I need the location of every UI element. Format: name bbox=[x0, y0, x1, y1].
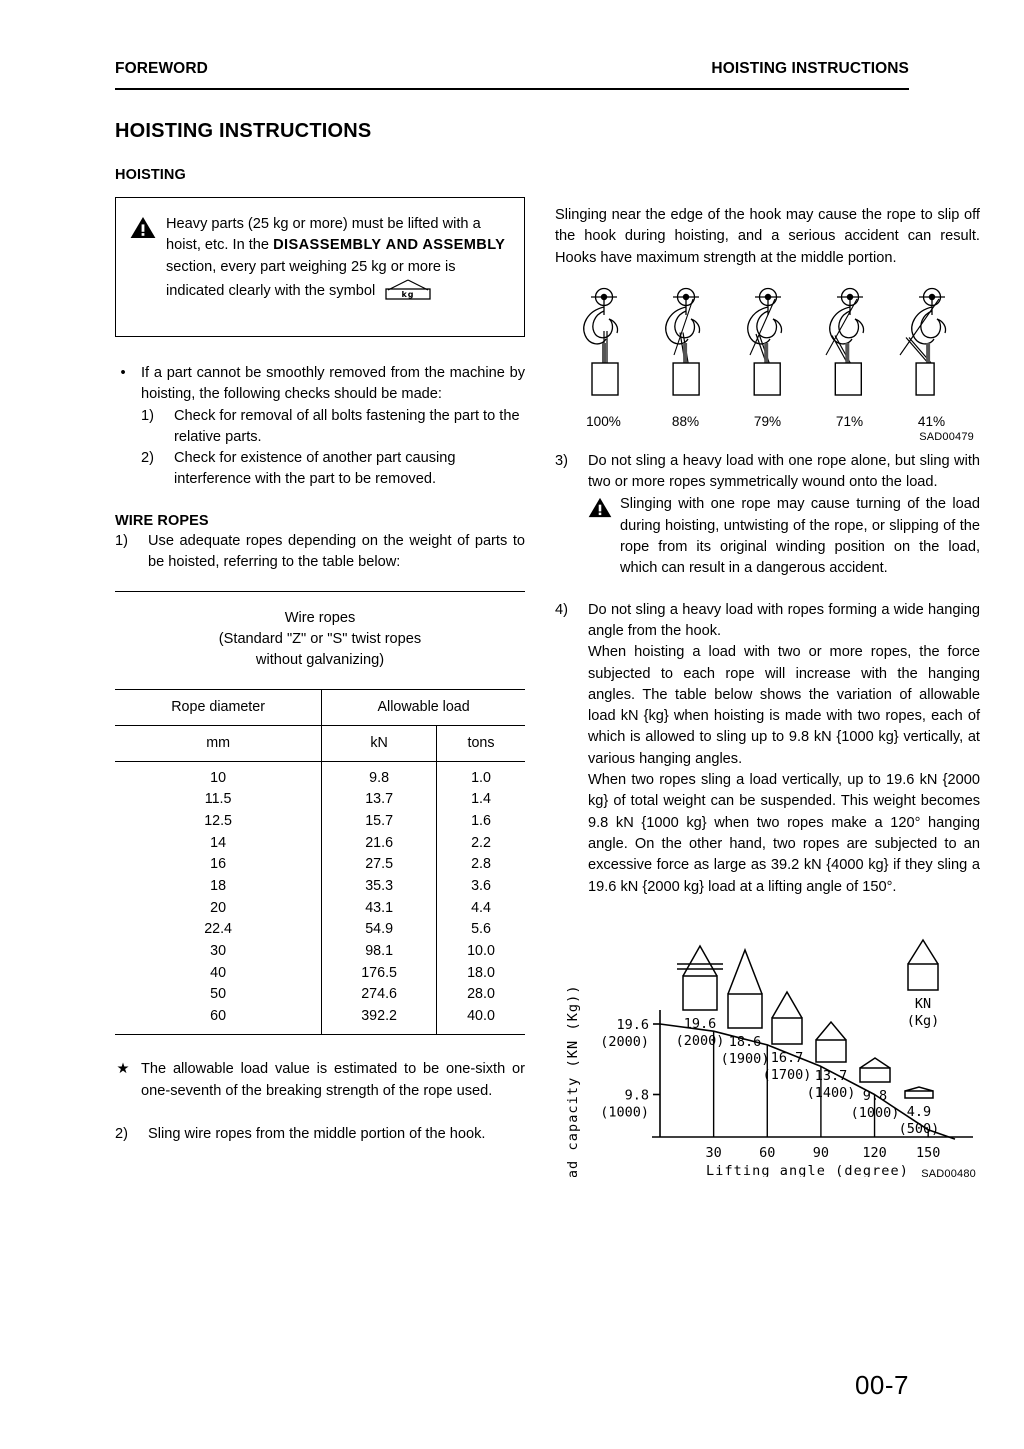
header-right-label: HOISTING INSTRUCTIONS bbox=[711, 60, 909, 77]
chart-x-tick-label: 30 bbox=[705, 1144, 722, 1161]
load-box bbox=[683, 976, 717, 1010]
chart-x-axis-label: Lifting angle (degree) bbox=[705, 1162, 910, 1177]
list-item bbox=[555, 600, 980, 898]
page-number: 00-7 bbox=[854, 1370, 909, 1400]
table-row bbox=[115, 789, 525, 811]
wire-ropes-item1-marker: 1) bbox=[115, 532, 128, 549]
chart-load-icon bbox=[860, 1058, 890, 1082]
table-row bbox=[115, 876, 525, 898]
cell-tons: 1.0 bbox=[437, 761, 525, 789]
wire-rope-table bbox=[115, 689, 525, 1035]
load-box bbox=[860, 1068, 890, 1082]
chart-load-icon bbox=[677, 946, 723, 1010]
kg-sling-symbol-icon bbox=[383, 278, 433, 307]
warning-bold-1: DISASSEMBLY bbox=[273, 237, 382, 254]
sling-ropes bbox=[683, 946, 717, 976]
star-note-text: The allowable load value is estimated to be one-sixth or one-seventh of the breaking strength of the rope used. bbox=[141, 1061, 525, 1099]
item3-warning bbox=[588, 494, 980, 579]
table-bottom-rule bbox=[115, 1034, 525, 1035]
chart-point-label-kn: 16.7 bbox=[770, 1049, 804, 1066]
checks-sub-list bbox=[141, 406, 525, 491]
warning-bold-2: AND ASSEMBLY bbox=[385, 237, 506, 254]
hook-diagram-cell bbox=[813, 285, 887, 429]
table-header-row bbox=[115, 689, 525, 725]
column-header-kn: kN bbox=[322, 725, 437, 761]
hook-diagram-cell bbox=[567, 285, 641, 429]
cell-mm: 14 bbox=[210, 834, 227, 851]
running-header bbox=[115, 60, 909, 78]
chart-point-label-kg: (500) bbox=[898, 1120, 940, 1137]
chart-point-label-kn: 13.7 bbox=[814, 1067, 848, 1084]
warning-triangle-icon bbox=[130, 216, 156, 244]
cell-mm: 18 bbox=[210, 877, 227, 894]
cell-kn: 43.1 bbox=[322, 897, 437, 919]
svg-text:kg: kg bbox=[401, 289, 415, 299]
hook-icon bbox=[895, 285, 969, 403]
chart-legend bbox=[907, 940, 940, 1029]
table-row bbox=[115, 811, 525, 833]
load-capacity-chart bbox=[555, 932, 980, 1180]
table-row bbox=[115, 897, 525, 919]
cell-tons: 5.6 bbox=[437, 919, 525, 941]
load-capacity-chart-svg bbox=[555, 932, 980, 1177]
hook-icon bbox=[567, 285, 641, 403]
sling-ropes bbox=[860, 1058, 890, 1068]
sub-item-marker: 1) bbox=[141, 407, 154, 424]
warning-text-3: section, every part weighing 25 kg or more is indicated clearly with the symbol bbox=[166, 258, 456, 299]
chart-point-label-kg: (1700) bbox=[762, 1066, 812, 1083]
wire-ropes-item2-list bbox=[115, 1124, 525, 1145]
cell-kn: 392.2 bbox=[322, 1006, 437, 1034]
warning-triangle-icon bbox=[588, 497, 612, 525]
chart-y-tick-label-kg: (1000) bbox=[600, 1104, 649, 1121]
header-left-label: FOREWORD bbox=[115, 60, 208, 77]
legend-load-box bbox=[908, 964, 938, 990]
legend-sling-ropes bbox=[908, 940, 938, 964]
hook-diagram-cell bbox=[895, 285, 969, 429]
cell-tons: 28.0 bbox=[437, 984, 525, 1006]
chart-y-axis-label: Load capacity (KN (Kg)) bbox=[565, 984, 581, 1177]
table-caption-line2: (Standard "Z" or "S" twist ropes bbox=[218, 631, 422, 648]
chart-load-icon bbox=[816, 1022, 846, 1062]
table-row bbox=[115, 832, 525, 854]
cell-mm: 20 bbox=[210, 899, 227, 916]
cell-mm: 16 bbox=[210, 856, 227, 873]
cell-kn: 176.5 bbox=[322, 962, 437, 984]
sub-item-text: Check for removal of all bolts fastening the part to the relative parts. bbox=[174, 407, 520, 445]
cell-tons: 1.6 bbox=[437, 811, 525, 833]
item3-text: Do not sling a heavy load with one rope alone, but sling with two or more ropes symmetrically wound onto the load. bbox=[588, 452, 980, 491]
cell-tons: 4.4 bbox=[437, 897, 525, 919]
sling-ropes bbox=[816, 1022, 846, 1040]
cell-mm: 10 bbox=[210, 769, 227, 786]
sub-item-marker: 2) bbox=[141, 450, 154, 467]
chart-load-icon bbox=[905, 1087, 933, 1098]
table-caption-line3: without galvanizing) bbox=[255, 651, 385, 668]
figure-code-chart: SAD00480 bbox=[921, 1167, 976, 1180]
load-box bbox=[728, 994, 762, 1028]
warning-text bbox=[166, 214, 508, 307]
cell-kn: 27.5 bbox=[322, 854, 437, 876]
list-item bbox=[115, 1124, 525, 1145]
cell-kn: 13.7 bbox=[322, 789, 437, 811]
list-item bbox=[115, 1059, 525, 1102]
cell-tons: 10.0 bbox=[437, 941, 525, 963]
chart-load-icon bbox=[772, 992, 802, 1044]
item4-para3: When two ropes sling a load vertically, up to 19.6 kN {2000 kg} of total weight can be suspended. This weight becomes 9.8 kN {1000 kg} when two ropes make a 120° hanging angle. On the other hand, two ropes are subjected to an excessive force as large as 39.2 kN {4000 kg} if they sling a 19.6 kN {2000 kg} load at a lifting angle of 150°. bbox=[588, 772, 980, 895]
table-row bbox=[115, 984, 525, 1006]
hook-percent-label: 100% bbox=[586, 413, 621, 429]
hook-diagram-row bbox=[555, 285, 980, 429]
wire-ropes-item1-text: Use adequate ropes depending on the weight of parts to be hoisted, referring to the table below: bbox=[148, 532, 525, 571]
sub-item-text: Check for existence of another part causing interference with the part to be removed. bbox=[174, 450, 456, 488]
column-header-rope-diameter: Rope diameter bbox=[115, 689, 322, 725]
sling-ropes bbox=[772, 992, 802, 1018]
table-row bbox=[115, 761, 525, 789]
cell-mm: 11.5 bbox=[204, 791, 232, 808]
cell-tons: 3.6 bbox=[437, 876, 525, 898]
cell-tons: 40.0 bbox=[437, 1006, 525, 1034]
table-row bbox=[115, 941, 525, 963]
cell-mm: 50 bbox=[210, 986, 227, 1003]
chart-x-tick-label: 120 bbox=[862, 1144, 887, 1161]
hook-diagram-cell bbox=[731, 285, 805, 429]
cell-mm: 60 bbox=[210, 1007, 227, 1024]
hook-percent-label: 71% bbox=[835, 413, 864, 429]
intro-paragraph: Slinging near the edge of the hook may cause the rope to slip off the hook during hoisting, and a serious accident can result. Hooks have maximum strength at the middle portion. bbox=[555, 207, 980, 266]
table-body bbox=[115, 761, 525, 1034]
hook-icon bbox=[649, 285, 723, 403]
hook-diagram-cell bbox=[649, 285, 723, 429]
cell-kn: 98.1 bbox=[322, 941, 437, 963]
table-row bbox=[115, 854, 525, 876]
table-row bbox=[115, 1006, 525, 1034]
legend-unit-kn: KN bbox=[914, 995, 932, 1012]
chart-load-icon bbox=[728, 950, 762, 1028]
item3-warning-text: Slinging with one rope may cause turning of the load during hoisting, untwisting of the rope, or slipping of the rope from its original winding position on the load, which can result in a dangerous accident. bbox=[620, 496, 980, 577]
chart-y-tick-label-kn: 19.6 bbox=[616, 1016, 649, 1033]
cell-kn: 54.9 bbox=[322, 919, 437, 941]
legend-unit-kg: (Kg) bbox=[906, 1012, 940, 1029]
right-column bbox=[555, 205, 980, 1180]
cell-tons: 2.2 bbox=[437, 832, 525, 854]
list-item bbox=[141, 448, 525, 491]
warning-box bbox=[115, 197, 525, 337]
page-title: HOISTING INSTRUCTIONS bbox=[115, 120, 372, 142]
chart-x-tick-label: 60 bbox=[759, 1144, 776, 1161]
wire-ropes-item2-text: Sling wire ropes from the middle portion of the hook. bbox=[148, 1125, 486, 1142]
cell-mm: 22.4 bbox=[204, 921, 233, 938]
cell-tons: 1.4 bbox=[437, 789, 525, 811]
item4-para2: When hoisting a load with two or more ropes, the force subjected to each rope will increase with the hanging angles. The table below shows the variation of allowable load kN {kg} when hoisting is made with two ropes, each of which is allowed to sling up to 9.8 kN {1000 kg} vertically, at various hanging angles. bbox=[588, 644, 980, 767]
wire-ropes-item2-marker: 2) bbox=[115, 1125, 128, 1142]
chart-point-label-kg: (1400) bbox=[806, 1084, 856, 1101]
hook-icon bbox=[731, 285, 805, 403]
item3-list bbox=[555, 451, 980, 580]
hook-percent-label: 88% bbox=[671, 413, 700, 429]
table-caption bbox=[115, 592, 525, 688]
chart-point-label-kn: 19.6 bbox=[683, 1015, 717, 1032]
hook-strength-figure bbox=[555, 285, 980, 443]
column-header-mm: mm bbox=[115, 725, 322, 761]
cell-kn: 21.6 bbox=[322, 832, 437, 854]
sling-ropes bbox=[728, 950, 762, 994]
cell-kn: 15.7 bbox=[322, 811, 437, 833]
chart-point-label-kg: (1000) bbox=[850, 1104, 900, 1121]
wire-rope-table-block bbox=[115, 591, 525, 1035]
cell-kn: 35.3 bbox=[322, 876, 437, 898]
bullet-marker: • bbox=[120, 365, 126, 381]
star-note-list bbox=[115, 1059, 525, 1102]
chart-x-tick-label: 150 bbox=[915, 1144, 941, 1161]
chart-point-label-kn: 18.6 bbox=[728, 1033, 762, 1050]
chart-y-tick-label-kg: (2000) bbox=[600, 1033, 649, 1050]
item4-marker: 4) bbox=[555, 601, 568, 618]
checks-bullet-list bbox=[115, 363, 525, 491]
cell-tons: 2.8 bbox=[437, 854, 525, 876]
list-item bbox=[115, 531, 525, 574]
section-heading-hoisting: HOISTING bbox=[115, 167, 186, 183]
item3-marker: 3) bbox=[555, 452, 568, 469]
header-rule bbox=[115, 88, 909, 90]
wire-ropes-list bbox=[115, 531, 525, 574]
cell-tons: 18.0 bbox=[437, 962, 525, 984]
list-item bbox=[115, 363, 525, 491]
hook-percent-label: 41% bbox=[917, 413, 946, 429]
chart-y-tick-label-kn: 9.8 bbox=[624, 1087, 649, 1104]
table-row bbox=[115, 919, 525, 941]
list-item bbox=[555, 451, 980, 580]
warning-text-1: Heavy parts (25 kg or more) must be lifted with a hoist, etc. In the bbox=[166, 216, 481, 254]
cell-kn: 9.8 bbox=[322, 761, 437, 789]
column-header-tons: tons bbox=[437, 725, 525, 761]
list-item bbox=[141, 406, 525, 449]
chart-point-label-kg: (1900) bbox=[720, 1050, 770, 1067]
cell-mm: 12.5 bbox=[204, 812, 233, 829]
table-row bbox=[115, 962, 525, 984]
cell-kn: 274.6 bbox=[322, 984, 437, 1006]
chart-point-label-kn: 4.9 bbox=[906, 1103, 932, 1120]
section-heading-wire-ropes: WIRE ROPES bbox=[115, 512, 209, 529]
column-header-allowable-load: Allowable load bbox=[322, 689, 525, 725]
hook-percent-label: 79% bbox=[753, 413, 782, 429]
bullet-intro-text: If a part cannot be smoothly removed from the machine by hoisting, the following checks should be made: bbox=[141, 365, 525, 403]
figure-code-hooks: SAD00479 bbox=[919, 430, 974, 443]
load-box bbox=[816, 1040, 846, 1062]
load-box bbox=[905, 1091, 933, 1098]
item4-list bbox=[555, 600, 980, 898]
chart-point-label-kg: (2000) bbox=[675, 1032, 725, 1049]
table-subheader-row bbox=[115, 725, 525, 761]
hook-icon bbox=[813, 285, 887, 403]
chart-point-label-kn: 9.8 bbox=[862, 1087, 888, 1104]
load-box bbox=[772, 1018, 802, 1044]
cell-mm: 30 bbox=[210, 942, 227, 959]
cell-mm: 40 bbox=[210, 964, 227, 981]
item4-para1: Do not sling a heavy load with ropes forming a wide hanging angle from the hook. bbox=[588, 601, 980, 639]
left-column bbox=[115, 120, 525, 1145]
star-icon: ★ bbox=[116, 1061, 130, 1078]
chart-x-tick-label: 90 bbox=[812, 1144, 830, 1161]
table-caption-line1: Wire ropes bbox=[284, 610, 356, 627]
